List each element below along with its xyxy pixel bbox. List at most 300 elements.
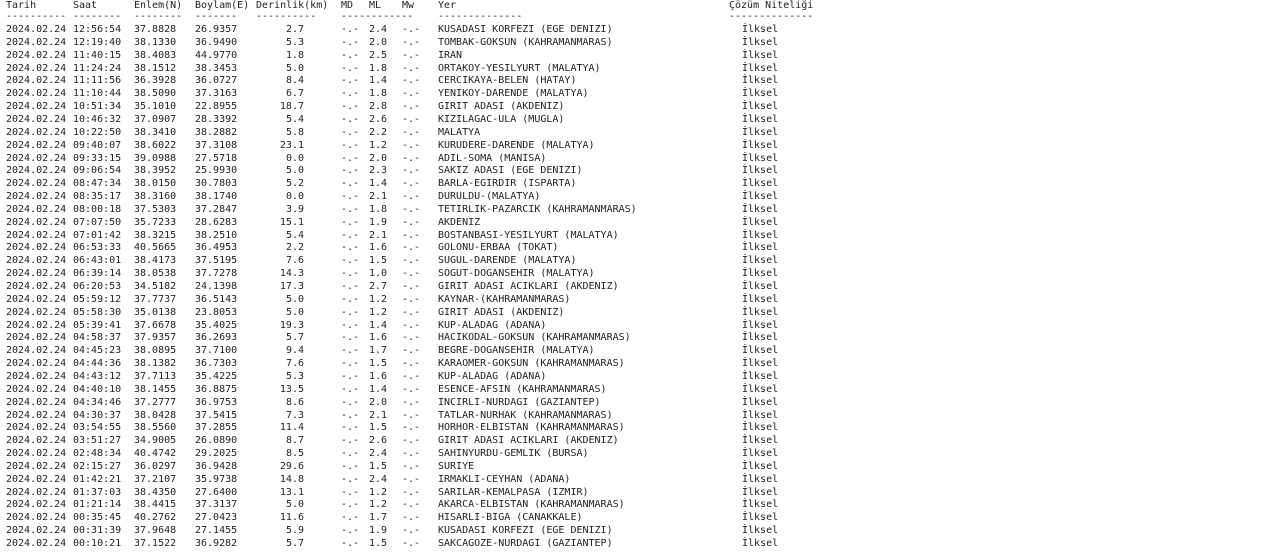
cell-time: 04:43:12 bbox=[73, 370, 122, 382]
cell-time: 04:30:37 bbox=[73, 409, 122, 421]
cell-date: 2024.02.24 bbox=[6, 126, 67, 138]
cell-md: -.- bbox=[341, 460, 360, 472]
cell-date: 2024.02.24 bbox=[6, 229, 67, 241]
cell-longitude: 35.9738 bbox=[195, 473, 238, 485]
cell-md: -.- bbox=[341, 512, 360, 524]
cell-time: 04:58:37 bbox=[73, 332, 122, 344]
cell-mw: -.- bbox=[402, 268, 421, 280]
cell-latitude: 38.3160 bbox=[134, 191, 177, 203]
cell-location: KAYNAR-(KAHRAMANMARAS) bbox=[438, 293, 571, 305]
cell-quality: İlksel bbox=[742, 358, 779, 370]
cell-ml: 1.7 bbox=[369, 345, 388, 357]
cell-ml: 2.6 bbox=[369, 113, 388, 125]
cell-date: 2024.02.24 bbox=[6, 319, 67, 331]
cell-longitude: 27.1455 bbox=[195, 525, 238, 537]
cell-latitude: 37.7737 bbox=[134, 293, 177, 305]
cell-date: 2024.02.24 bbox=[6, 422, 67, 434]
cell-latitude: 38.4173 bbox=[134, 255, 177, 267]
cell-latitude: 38.1330 bbox=[134, 36, 177, 48]
cell-quality: İlksel bbox=[742, 229, 779, 241]
cell-location: KUP-ALADAG (ADANA) bbox=[438, 319, 547, 331]
cell-location: HISARLI-BIGA (CANAKKALE) bbox=[438, 512, 583, 524]
cell-location: ORTAKOY-YESILYURT (MALATYA) bbox=[438, 62, 601, 74]
cell-md: -.- bbox=[341, 36, 360, 48]
cell-quality: İlksel bbox=[742, 396, 779, 408]
cell-location: SAKIZ ADASI (EGE DENIZI) bbox=[438, 165, 583, 177]
cell-depth: 7.3 bbox=[285, 409, 304, 421]
cell-mw: -.- bbox=[402, 242, 421, 254]
cell-mw: -.- bbox=[402, 358, 421, 370]
cell-ml: 2.8 bbox=[369, 101, 388, 113]
cell-time: 07:01:42 bbox=[73, 229, 122, 241]
cell-quality: İlksel bbox=[742, 101, 779, 113]
cell-date: 2024.02.24 bbox=[6, 62, 67, 74]
cell-ml: 1.5 bbox=[369, 255, 388, 267]
header-date: Tarih bbox=[6, 0, 37, 11]
cell-depth: 5.4 bbox=[285, 113, 304, 125]
cell-mw: -.- bbox=[402, 126, 421, 138]
cell-longitude: 23.8053 bbox=[195, 306, 238, 318]
cell-md: -.- bbox=[341, 383, 360, 395]
cell-md: -.- bbox=[341, 538, 360, 549]
cell-time: 00:31:39 bbox=[73, 525, 122, 537]
cell-mw: -.- bbox=[402, 152, 421, 164]
cell-quality: İlksel bbox=[742, 345, 779, 357]
cell-ml: 1.4 bbox=[369, 383, 388, 395]
header-location: Yer bbox=[438, 0, 457, 11]
header-latitude: Enlem(N) bbox=[134, 0, 183, 11]
cell-location: KURUDERE-DARENDE (MALATYA) bbox=[438, 139, 595, 151]
cell-md: -.- bbox=[341, 319, 360, 331]
cell-time: 04:44:36 bbox=[73, 358, 122, 370]
cell-date: 2024.02.24 bbox=[6, 49, 67, 61]
separator-depth: ---------- bbox=[256, 11, 317, 22]
cell-depth: 5.8 bbox=[285, 126, 304, 138]
cell-longitude: 38.2510 bbox=[195, 229, 238, 241]
cell-location: AKARCA-ELBISTAN (KAHRAMANMARAS) bbox=[438, 499, 625, 511]
cell-time: 07:07:50 bbox=[73, 216, 122, 228]
cell-mw: -.- bbox=[402, 101, 421, 113]
cell-location: GIRIT ADASI ACIKLARI (AKDENIZ) bbox=[438, 435, 619, 447]
cell-depth: 3.9 bbox=[285, 203, 304, 215]
cell-longitude: 38.3453 bbox=[195, 62, 238, 74]
cell-longitude: 24.1398 bbox=[195, 281, 238, 292]
cell-ml: 1.4 bbox=[369, 178, 388, 190]
cell-date: 2024.02.24 bbox=[6, 191, 67, 203]
cell-quality: İlksel bbox=[742, 473, 779, 485]
cell-mw: -.- bbox=[402, 36, 421, 48]
cell-ml: 1.4 bbox=[369, 75, 388, 87]
cell-longitude: 26.0890 bbox=[195, 435, 238, 447]
cell-date: 2024.02.24 bbox=[6, 203, 67, 215]
cell-latitude: 38.6022 bbox=[134, 139, 177, 151]
cell-quality: İlksel bbox=[742, 422, 779, 434]
cell-longitude: 36.2693 bbox=[195, 332, 238, 344]
cell-time: 00:10:21 bbox=[73, 538, 122, 549]
header-longitude: Boylam(E) bbox=[195, 0, 250, 11]
cell-latitude: 38.0538 bbox=[134, 268, 177, 280]
cell-longitude: 27.5718 bbox=[195, 152, 238, 164]
cell-latitude: 38.0428 bbox=[134, 409, 177, 421]
cell-location: SAHINYURDU-GEMLIK (BURSA) bbox=[438, 448, 589, 460]
cell-depth: 2.2 bbox=[285, 242, 304, 254]
cell-depth: 8.4 bbox=[285, 75, 304, 87]
cell-md: -.- bbox=[341, 255, 360, 267]
cell-ml: 2.0 bbox=[369, 36, 388, 48]
cell-longitude: 36.8875 bbox=[195, 383, 238, 395]
cell-ml: 2.4 bbox=[369, 448, 388, 460]
cell-depth: 18.7 bbox=[279, 101, 304, 113]
cell-date: 2024.02.24 bbox=[6, 460, 67, 472]
header-mw: Mw bbox=[402, 0, 415, 11]
cell-ml: 1.6 bbox=[369, 242, 388, 254]
cell-time: 10:22:50 bbox=[73, 126, 122, 138]
cell-depth: 15.1 bbox=[279, 216, 304, 228]
cell-ml: 1.4 bbox=[369, 319, 388, 331]
cell-md: -.- bbox=[341, 499, 360, 511]
cell-latitude: 38.5560 bbox=[134, 422, 177, 434]
cell-ml: 1.5 bbox=[369, 460, 388, 472]
cell-quality: İlksel bbox=[742, 126, 779, 138]
cell-location: MALATYA bbox=[438, 126, 481, 138]
header-md: MD bbox=[341, 0, 354, 11]
cell-date: 2024.02.24 bbox=[6, 499, 67, 511]
cell-quality: İlksel bbox=[742, 293, 779, 305]
cell-location: INCIRLI-NURDAGI (GAZIANTEP) bbox=[438, 396, 601, 408]
cell-ml: 2.5 bbox=[369, 49, 388, 61]
cell-latitude: 36.3928 bbox=[134, 75, 177, 87]
cell-depth: 8.6 bbox=[285, 396, 304, 408]
cell-latitude: 38.4350 bbox=[134, 486, 177, 498]
cell-depth: 0.0 bbox=[285, 152, 304, 164]
cell-mw: -.- bbox=[402, 165, 421, 177]
separator-location: -------------- bbox=[438, 11, 523, 22]
cell-latitude: 37.8828 bbox=[134, 24, 177, 35]
cell-ml: 1.6 bbox=[369, 370, 388, 382]
cell-md: -.- bbox=[341, 152, 360, 164]
cell-quality: İlksel bbox=[742, 88, 779, 100]
cell-longitude: 22.8955 bbox=[195, 101, 238, 113]
cell-latitude: 37.2777 bbox=[134, 396, 177, 408]
cell-quality: İlksel bbox=[742, 62, 779, 74]
cell-date: 2024.02.24 bbox=[6, 255, 67, 267]
cell-longitude: 37.5415 bbox=[195, 409, 238, 421]
cell-location: GIRIT ADASI (AKDENIZ) bbox=[438, 101, 565, 113]
cell-ml: 1.8 bbox=[369, 203, 388, 215]
cell-quality: İlksel bbox=[742, 75, 779, 87]
cell-time: 10:51:34 bbox=[73, 101, 122, 113]
cell-longitude: 37.3163 bbox=[195, 88, 238, 100]
cell-date: 2024.02.24 bbox=[6, 409, 67, 421]
cell-md: -.- bbox=[341, 24, 360, 35]
cell-longitude: 36.9490 bbox=[195, 36, 238, 48]
cell-date: 2024.02.24 bbox=[6, 332, 67, 344]
cell-location: IRAN bbox=[438, 49, 463, 61]
cell-depth: 8.7 bbox=[285, 435, 304, 447]
cell-mw: -.- bbox=[402, 538, 421, 549]
cell-time: 06:39:14 bbox=[73, 268, 122, 280]
cell-mw: -.- bbox=[402, 422, 421, 434]
cell-mw: -.- bbox=[402, 139, 421, 151]
cell-ml: 1.6 bbox=[369, 332, 388, 344]
cell-mw: -.- bbox=[402, 62, 421, 74]
cell-longitude: 25.9930 bbox=[195, 165, 238, 177]
cell-ml: 1.2 bbox=[369, 306, 388, 318]
cell-depth: 0.0 bbox=[285, 191, 304, 203]
cell-date: 2024.02.24 bbox=[6, 293, 67, 305]
cell-mw: -.- bbox=[402, 255, 421, 267]
cell-quality: İlksel bbox=[742, 460, 779, 472]
cell-latitude: 40.2762 bbox=[134, 512, 177, 524]
cell-longitude: 37.2847 bbox=[195, 203, 238, 215]
cell-depth: 13.5 bbox=[279, 383, 304, 395]
cell-location: DURULDU-(MALATYA) bbox=[438, 191, 541, 203]
cell-time: 12:56:54 bbox=[73, 24, 122, 35]
cell-depth: 5.7 bbox=[285, 332, 304, 344]
cell-date: 2024.02.24 bbox=[6, 448, 67, 460]
cell-depth: 5.3 bbox=[285, 36, 304, 48]
separator-time: -------- bbox=[73, 11, 122, 22]
cell-location: AKDENIZ bbox=[438, 216, 481, 228]
cell-md: -.- bbox=[341, 332, 360, 344]
cell-mw: -.- bbox=[402, 512, 421, 524]
cell-md: -.- bbox=[341, 525, 360, 537]
cell-quality: İlksel bbox=[742, 435, 779, 447]
cell-mw: -.- bbox=[402, 293, 421, 305]
cell-longitude: 37.2855 bbox=[195, 422, 238, 434]
cell-md: -.- bbox=[341, 358, 360, 370]
cell-date: 2024.02.24 bbox=[6, 525, 67, 537]
cell-mw: -.- bbox=[402, 409, 421, 421]
cell-time: 08:47:34 bbox=[73, 178, 122, 190]
cell-md: -.- bbox=[341, 396, 360, 408]
cell-quality: İlksel bbox=[742, 24, 779, 35]
cell-longitude: 27.6400 bbox=[195, 486, 238, 498]
cell-ml: 2.4 bbox=[369, 473, 388, 485]
cell-time: 08:00:18 bbox=[73, 203, 122, 215]
cell-mw: -.- bbox=[402, 435, 421, 447]
cell-quality: İlksel bbox=[742, 332, 779, 344]
cell-longitude: 38.1740 bbox=[195, 191, 238, 203]
cell-time: 01:42:21 bbox=[73, 473, 122, 485]
cell-time: 09:06:54 bbox=[73, 165, 122, 177]
cell-time: 04:34:46 bbox=[73, 396, 122, 408]
cell-time: 01:21:14 bbox=[73, 499, 122, 511]
cell-md: -.- bbox=[341, 409, 360, 421]
cell-md: -.- bbox=[341, 281, 360, 292]
cell-ml: 2.6 bbox=[369, 435, 388, 447]
header-ml: ML bbox=[369, 0, 382, 11]
header-quality: Çözüm Niteliği bbox=[729, 0, 814, 11]
cell-location: KUSADASI KORFEZI (EGE DENIZI) bbox=[438, 24, 613, 35]
cell-latitude: 38.1455 bbox=[134, 383, 177, 395]
cell-location: YENIKOY-DARENDE (MALATYA) bbox=[438, 88, 589, 100]
cell-longitude: 37.7100 bbox=[195, 345, 238, 357]
cell-mw: -.- bbox=[402, 88, 421, 100]
cell-ml: 1.5 bbox=[369, 358, 388, 370]
cell-quality: İlksel bbox=[742, 49, 779, 61]
cell-depth: 29.6 bbox=[279, 460, 304, 472]
cell-time: 05:39:41 bbox=[73, 319, 122, 331]
separator-date: ---------- bbox=[6, 11, 67, 22]
cell-depth: 5.4 bbox=[285, 229, 304, 241]
cell-longitude: 36.9428 bbox=[195, 460, 238, 472]
cell-longitude: 37.5195 bbox=[195, 255, 238, 267]
cell-time: 03:54:55 bbox=[73, 422, 122, 434]
cell-md: -.- bbox=[341, 101, 360, 113]
cell-quality: İlksel bbox=[742, 512, 779, 524]
cell-md: -.- bbox=[341, 242, 360, 254]
cell-depth: 5.0 bbox=[285, 62, 304, 74]
cell-time: 11:24:24 bbox=[73, 62, 122, 74]
cell-latitude: 37.1522 bbox=[134, 538, 177, 549]
cell-latitude: 34.5182 bbox=[134, 281, 177, 292]
cell-depth: 14.3 bbox=[279, 268, 304, 280]
cell-date: 2024.02.24 bbox=[6, 36, 67, 48]
cell-quality: İlksel bbox=[742, 306, 779, 318]
cell-latitude: 37.7113 bbox=[134, 370, 177, 382]
cell-md: -.- bbox=[341, 191, 360, 203]
cell-location: KUP-ALADAG (ADANA) bbox=[438, 370, 547, 382]
cell-time: 04:45:23 bbox=[73, 345, 122, 357]
cell-md: -.- bbox=[341, 229, 360, 241]
cell-md: -.- bbox=[341, 486, 360, 498]
cell-quality: İlksel bbox=[742, 268, 779, 280]
cell-depth: 5.0 bbox=[285, 499, 304, 511]
cell-mw: -.- bbox=[402, 319, 421, 331]
cell-depth: 5.0 bbox=[285, 306, 304, 318]
cell-mw: -.- bbox=[402, 473, 421, 485]
cell-date: 2024.02.24 bbox=[6, 281, 67, 292]
cell-location: CERCIKAYA-BELEN (HATAY) bbox=[438, 75, 577, 87]
cell-depth: 5.9 bbox=[285, 525, 304, 537]
cell-ml: 1.0 bbox=[369, 268, 388, 280]
cell-depth: 1.8 bbox=[285, 49, 304, 61]
cell-latitude: 38.1512 bbox=[134, 62, 177, 74]
cell-depth: 11.6 bbox=[279, 512, 304, 524]
cell-mw: -.- bbox=[402, 191, 421, 203]
cell-time: 02:48:34 bbox=[73, 448, 122, 460]
cell-longitude: 38.2882 bbox=[195, 126, 238, 138]
cell-date: 2024.02.24 bbox=[6, 486, 67, 498]
cell-time: 01:37:03 bbox=[73, 486, 122, 498]
cell-mw: -.- bbox=[402, 448, 421, 460]
cell-quality: İlksel bbox=[742, 203, 779, 215]
cell-depth: 5.3 bbox=[285, 370, 304, 382]
cell-location: GIRIT ADASI (AKDENIZ) bbox=[438, 306, 565, 318]
cell-location: KUSADASI KORFEZI (EGE DENIZI) bbox=[438, 525, 613, 537]
cell-latitude: 37.6678 bbox=[134, 319, 177, 331]
cell-latitude: 38.3952 bbox=[134, 165, 177, 177]
cell-longitude: 37.7278 bbox=[195, 268, 238, 280]
cell-mw: -.- bbox=[402, 345, 421, 357]
cell-location: IRMAKLI-CEYHAN (ADANA) bbox=[438, 473, 571, 485]
cell-location: SUGUL-DARENDE (MALATYA) bbox=[438, 255, 577, 267]
cell-latitude: 35.0138 bbox=[134, 306, 177, 318]
cell-location: SURIYE bbox=[438, 460, 475, 472]
cell-latitude: 36.0297 bbox=[134, 460, 177, 472]
cell-depth: 23.1 bbox=[279, 139, 304, 151]
separator-latitude: -------- bbox=[134, 11, 183, 22]
cell-ml: 2.0 bbox=[369, 396, 388, 408]
cell-time: 06:20:53 bbox=[73, 281, 122, 292]
cell-md: -.- bbox=[341, 139, 360, 151]
cell-depth: 11.4 bbox=[279, 422, 304, 434]
cell-date: 2024.02.24 bbox=[6, 242, 67, 254]
cell-time: 10:46:32 bbox=[73, 113, 122, 125]
cell-time: 05:59:12 bbox=[73, 293, 122, 305]
cell-quality: İlksel bbox=[742, 499, 779, 511]
cell-date: 2024.02.24 bbox=[6, 396, 67, 408]
cell-quality: İlksel bbox=[742, 242, 779, 254]
cell-longitude: 27.0423 bbox=[195, 512, 238, 524]
cell-time: 09:33:15 bbox=[73, 152, 122, 164]
cell-ml: 1.8 bbox=[369, 62, 388, 74]
cell-latitude: 38.5090 bbox=[134, 88, 177, 100]
cell-date: 2024.02.24 bbox=[6, 473, 67, 485]
cell-ml: 2.1 bbox=[369, 409, 388, 421]
cell-depth: 9.4 bbox=[285, 345, 304, 357]
cell-mw: -.- bbox=[402, 24, 421, 35]
cell-location: ADIL-SOMA (MANISA) bbox=[438, 152, 547, 164]
cell-date: 2024.02.24 bbox=[6, 435, 67, 447]
cell-quality: İlksel bbox=[742, 525, 779, 537]
cell-longitude: 36.9753 bbox=[195, 396, 238, 408]
cell-ml: 1.9 bbox=[369, 525, 388, 537]
cell-latitude: 35.1010 bbox=[134, 101, 177, 113]
cell-latitude: 38.3410 bbox=[134, 126, 177, 138]
header-depth: Derinlik(km) bbox=[256, 0, 329, 11]
cell-quality: İlksel bbox=[742, 409, 779, 421]
cell-longitude: 36.7303 bbox=[195, 358, 238, 370]
cell-quality: İlksel bbox=[742, 113, 779, 125]
cell-quality: İlksel bbox=[742, 486, 779, 498]
cell-longitude: 37.3137 bbox=[195, 499, 238, 511]
cell-latitude: 38.4083 bbox=[134, 49, 177, 61]
cell-latitude: 37.2107 bbox=[134, 473, 177, 485]
separator-magnitudes: ------------ bbox=[341, 11, 414, 22]
cell-md: -.- bbox=[341, 306, 360, 318]
cell-quality: İlksel bbox=[742, 281, 779, 292]
cell-latitude: 37.9357 bbox=[134, 332, 177, 344]
cell-depth: 7.6 bbox=[285, 358, 304, 370]
cell-location: TOMBAK-GOKSUN (KAHRAMANMARAS) bbox=[438, 36, 613, 48]
cell-md: -.- bbox=[341, 113, 360, 125]
cell-md: -.- bbox=[341, 422, 360, 434]
cell-quality: İlksel bbox=[742, 383, 779, 395]
cell-time: 08:35:17 bbox=[73, 191, 122, 203]
cell-longitude: 36.4953 bbox=[195, 242, 238, 254]
cell-md: -.- bbox=[341, 435, 360, 447]
cell-md: -.- bbox=[341, 203, 360, 215]
cell-location: TETIRLIK-PAZARCIK (KAHRAMANMARAS) bbox=[438, 203, 637, 215]
cell-mw: -.- bbox=[402, 383, 421, 395]
cell-date: 2024.02.24 bbox=[6, 383, 67, 395]
cell-quality: İlksel bbox=[742, 165, 779, 177]
cell-ml: 1.2 bbox=[369, 293, 388, 305]
cell-date: 2024.02.24 bbox=[6, 216, 67, 228]
cell-ml: 1.5 bbox=[369, 422, 388, 434]
cell-latitude: 37.5303 bbox=[134, 203, 177, 215]
cell-latitude: 38.0150 bbox=[134, 178, 177, 190]
cell-mw: -.- bbox=[402, 203, 421, 215]
cell-latitude: 38.3215 bbox=[134, 229, 177, 241]
cell-depth: 5.0 bbox=[285, 165, 304, 177]
cell-depth: 5.2 bbox=[285, 178, 304, 190]
cell-location: TATLAR-NURHAK (KAHRAMANMARAS) bbox=[438, 409, 613, 421]
cell-longitude: 29.2025 bbox=[195, 448, 238, 460]
cell-time: 04:40:10 bbox=[73, 383, 122, 395]
